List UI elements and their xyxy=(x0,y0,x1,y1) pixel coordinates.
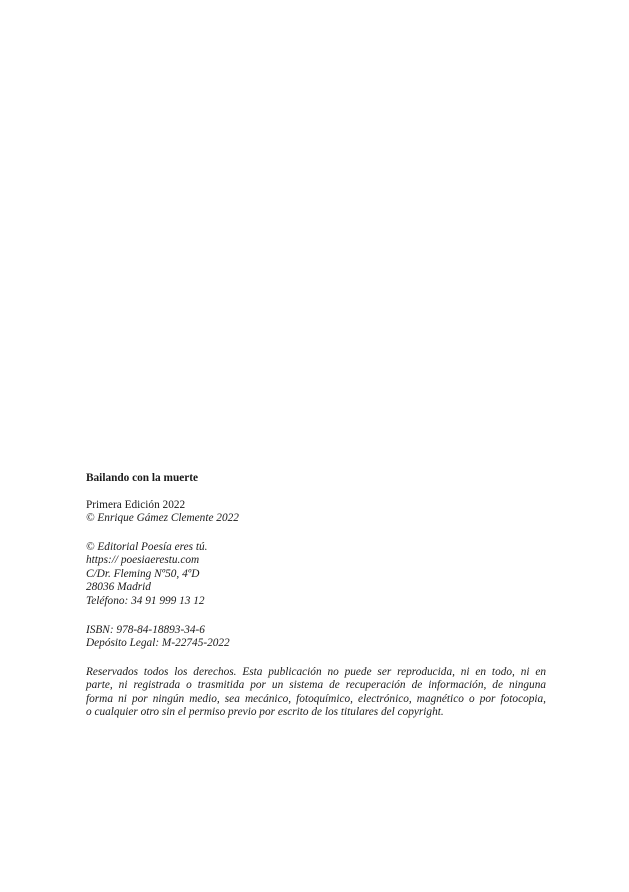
publisher-website: https:// poesiaerestu.com xyxy=(86,554,200,567)
book-title: Bailando con la muerte xyxy=(86,472,199,484)
rights-line: forma ni por ningún medio, sea mecánico, fotoquímico, electrónico, magnético o por fotocopia, xyxy=(86,692,546,705)
publisher-block xyxy=(86,541,546,608)
author-copyright: © Enrique Gámez Clemente 2022 xyxy=(86,512,239,525)
rights-line: parte, ni registrada o trasmitida por un sistema de recuperación de información, de ninguna xyxy=(86,679,546,692)
rights-notice xyxy=(86,666,546,720)
rights-line: Reservados todos los derechos. Esta publicación no puede ser reproducida, ni en todo, ni en xyxy=(86,666,546,678)
publisher-copyright: © Editorial Poesía eres tú. xyxy=(86,541,208,553)
isbn: ISBN: 978-84-18893-34-6 xyxy=(86,624,205,636)
publisher-phone: Teléfono: 34 91 999 13 12 xyxy=(86,594,205,607)
edition-block xyxy=(86,499,546,526)
title-block xyxy=(86,472,546,485)
rights-line: o cualquier otro sin el permiso previo por escrito de los titulares del copyright. xyxy=(86,706,444,719)
publisher-postal-city: 28036 Madrid xyxy=(86,581,151,594)
deposito-legal: Depósito Legal: M-22745-2022 xyxy=(86,637,230,650)
edition-line: Primera Edición 2022 xyxy=(86,499,186,511)
legal-ids-block xyxy=(86,624,546,651)
publisher-address: C/Dr. Fleming Nº50, 4ºD xyxy=(86,567,200,580)
